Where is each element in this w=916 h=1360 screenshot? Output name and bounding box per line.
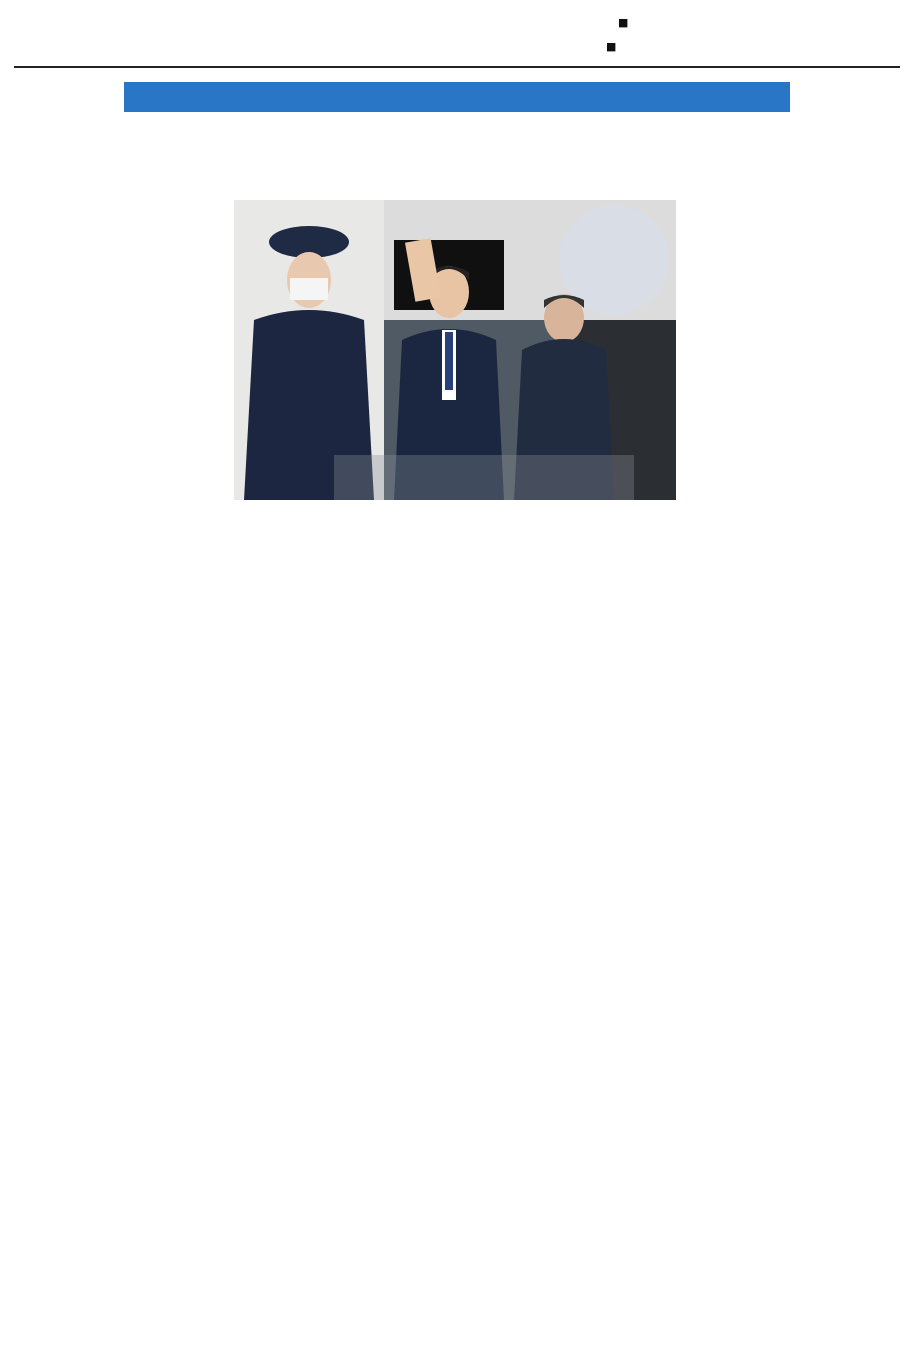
article-col4-top bbox=[806, 78, 900, 196]
article-col3 bbox=[460, 526, 674, 1298]
photo-illustration bbox=[234, 200, 676, 500]
article-col4 bbox=[680, 196, 900, 380]
article-col4-body bbox=[680, 408, 900, 1298]
issue-info: ■ bbox=[618, 16, 629, 29]
news-photo bbox=[234, 200, 676, 500]
kicker-banner bbox=[124, 82, 790, 112]
masthead bbox=[0, 0, 916, 70]
article-col1-lead bbox=[46, 78, 114, 196]
article-col1-body bbox=[16, 196, 234, 502]
article-col2 bbox=[238, 526, 452, 706]
article-col1-bottom bbox=[16, 498, 234, 1298]
masthead-rule bbox=[14, 66, 900, 68]
article-col2-body bbox=[238, 736, 452, 1298]
editors-line: ■ bbox=[606, 40, 617, 53]
